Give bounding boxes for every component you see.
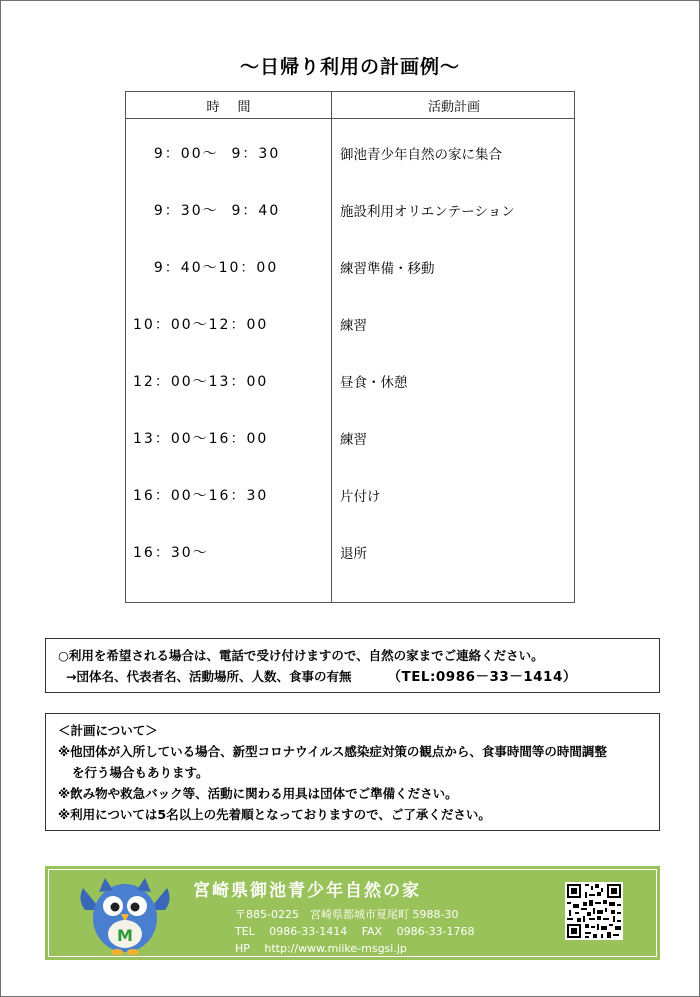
owl-mascot-icon — [75, 870, 175, 956]
contact-info-box — [45, 638, 660, 693]
activity-cell: 御池青少年自然の家に集合 — [340, 147, 502, 163]
schedule-row — [126, 428, 576, 448]
time-cell: 10：00～12：00 — [133, 317, 269, 333]
column-divider — [331, 92, 332, 602]
schedule-row — [126, 485, 576, 505]
header-divider — [126, 118, 574, 119]
contact-tel: （TEL:0986－33－1414） — [387, 669, 577, 685]
note-item: ※飲み物や救急バック等、活動に関わる用具は団体でご準備ください。 — [58, 786, 458, 801]
footer-tel-fax: TEL 0986-33-1414 FAX 0986-33-1768 — [235, 925, 475, 938]
activity-cell: 片付け — [340, 489, 381, 505]
mascot-letter: M — [117, 926, 133, 945]
time-cell: 13：00～16：00 — [133, 431, 269, 447]
time-cell: 16：30～ — [133, 545, 209, 561]
time-cell: 9：40～10：00 — [141, 260, 279, 276]
time-cell: 16：00～16：30 — [133, 488, 269, 504]
activity-cell: 施設利用オリエンテーション — [340, 204, 515, 220]
activity-cell: 練習準備・移動 — [340, 261, 435, 277]
notes-heading: ＜計画について＞ — [58, 723, 158, 738]
schedule-row — [126, 257, 576, 277]
time-cell: 12：00～13：00 — [133, 374, 269, 390]
activity-cell: 退所 — [340, 546, 367, 562]
activity-cell: 練習 — [340, 432, 367, 448]
time-cell: 9：30～ 9：40 — [141, 203, 281, 219]
time-cell: 9：00～ 9：30 — [141, 146, 281, 162]
note-item: ※利用については5名以上の先着順となっておりますので、ご了承ください。 — [58, 807, 491, 822]
activity-cell: 昼食・休憩 — [340, 375, 408, 391]
organization-name: 宮崎県御池青少年自然の家 — [193, 881, 421, 901]
schedule-row — [126, 314, 576, 334]
schedule-table — [125, 91, 575, 603]
schedule-row — [126, 371, 576, 391]
schedule-row — [126, 143, 576, 163]
notes-box — [45, 713, 660, 831]
footer-address: 〒885-0225 宮崎県都城市夏尾町 5988-30 — [235, 908, 459, 921]
note-item: ※他団体が入所している場合、新型コロナウイルス感染症対策の観点から、食事時間等の時間調整 — [58, 744, 607, 759]
activity-cell: 練習 — [340, 318, 367, 334]
schedule-row — [126, 542, 576, 562]
qr-code-icon — [565, 882, 623, 940]
contact-line: ○利用を希望される場合は、電話で受け付けますので、自然の家までご連絡ください。 — [58, 648, 544, 663]
contact-requirements — [58, 666, 659, 688]
page-title: ～日帰り利用の計画例～ — [239, 56, 460, 78]
schedule-row — [126, 200, 576, 220]
activity-column-header: 活動計画 — [427, 100, 480, 115]
note-item-continued: を行う場合もあります。 — [72, 765, 209, 780]
footer-banner — [45, 866, 660, 960]
footer-homepage-link[interactable]: HP http://www.miike-msgsi.jp — [235, 942, 407, 955]
contact-requirements-text: →団体名、代表者名、活動場所、人数、食事の有無 — [66, 669, 352, 684]
time-column-header: 時間 — [206, 100, 269, 115]
